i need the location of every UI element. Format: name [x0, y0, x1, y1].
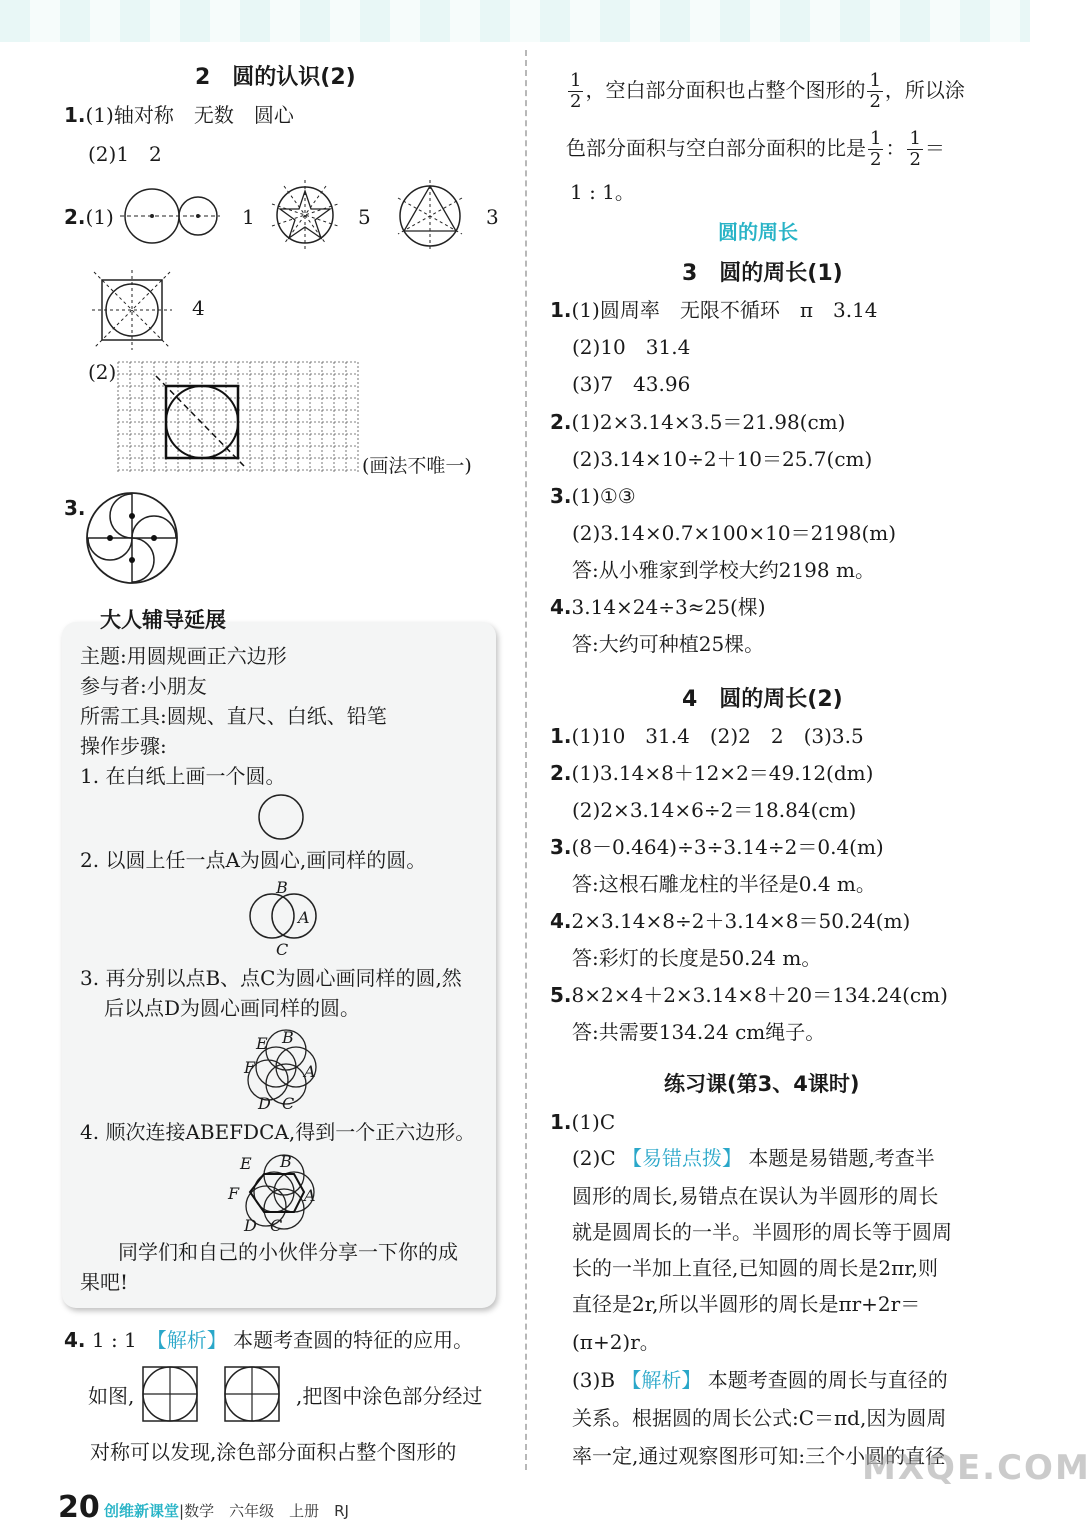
watermark: MXQE.COM	[862, 1448, 1091, 1488]
p2-line-3: 就是圆周长的一半。半圆形的周长等于圆周	[572, 1220, 952, 1244]
step4-label-c: C	[270, 1216, 283, 1235]
step4-label-a: A	[304, 1186, 316, 1205]
p2-line-1: (2)C 【易错点拨】 本题是易错题,考查半	[572, 1146, 935, 1170]
s3-row: (2)10 31.4	[572, 335, 691, 359]
extension-title: 大人辅导延展	[100, 608, 226, 632]
q2-note: (画法不唯一)	[362, 455, 472, 477]
s4-row: 4.2×3.14×8÷2＋3.14×8＝50.24(m)	[550, 909, 911, 933]
ext-steps-heading: 操作步骤:	[80, 734, 167, 758]
q4-line-1: 4. 1 : 1 【解析】 本题考查圆的特征的应用。	[64, 1328, 474, 1352]
frac-half-4: $\frac{1}{2}$	[909, 128, 921, 170]
page-number: 20	[58, 1490, 100, 1525]
star-circle-figure	[270, 180, 340, 250]
s4-row: 答:这根石雕龙柱的半径是0.4 m。	[572, 872, 876, 896]
step2-label-a: A	[298, 908, 310, 927]
s3-row: 2.(1)2×3.14×3.5＝21.98(cm)	[550, 410, 846, 434]
frac-half-2: $\frac{1}{2}$	[869, 70, 881, 112]
q4-square-figure-2	[222, 1364, 282, 1424]
ext-step-3a: 3. 再分别以点B、点C为圆心画同样的圆,然	[80, 966, 462, 990]
q1-line-b: (2)1 2	[88, 142, 162, 166]
s3-row: 1.(1)圆周率 无限不循环 π 3.14	[550, 298, 878, 322]
s4-row: 3.(8－0.464)÷3÷3.14÷2＝0.4(m)	[550, 835, 884, 859]
step2-label-c: C	[276, 940, 289, 959]
q2-part2-label: (2)	[88, 360, 117, 384]
q2-answer-4: 4	[192, 296, 205, 320]
p2-line-4: 长的一半加上直径,已知圆的周长是2πr,则	[572, 1256, 938, 1280]
step1-circle	[256, 794, 306, 840]
s3-row: 3.(1)①③	[550, 484, 636, 508]
footer-text: 创维新课堂|数学 六年级 上册 RJ	[104, 1502, 349, 1520]
triangle-circle-figure	[394, 180, 466, 252]
s3-row: (2)3.14×0.7×100×10＝2198(m)	[572, 521, 897, 545]
p1-line: 1.(1)C	[550, 1110, 616, 1134]
lesson-title-practice: 练习课(第3、4课时)	[664, 1072, 860, 1096]
step3-label-f: F	[244, 1058, 256, 1077]
s4-row: 答:彩灯的长度是50.24 m。	[572, 946, 822, 970]
ext-closing-a: 同学们和自己的小伙伴分享一下你的成	[118, 1240, 458, 1264]
s4-row: 5.8×2×4＋2×3.14×8＋20＝134.24(cm)	[550, 983, 948, 1007]
p2-line-2: 圆形的周长,易错点在误认为半圆形的周长	[572, 1184, 939, 1208]
column-divider	[525, 50, 527, 1470]
p2-line-5: 直径是2r,所以半圆形的周长是πr+2r＝	[572, 1292, 921, 1316]
ext-step-3b: 后以点D为圆心画同样的圆。	[104, 996, 361, 1020]
s4-row: (2)2×3.14×6÷2＝18.84(cm)	[572, 798, 857, 822]
p2-line-6: (π+2)r。	[572, 1330, 660, 1354]
r-cont-line-1: $\frac{1}{2}$ ，空白部分面积也占整个图形的 $\frac{1}{2}$ ，所以涂	[570, 70, 965, 112]
frac-half-1: $\frac{1}{2}$	[570, 70, 582, 112]
frac-half-3: $\frac{1}{2}$	[870, 128, 882, 170]
s3-row: 答:从小雅家到学校大约2198 m。	[572, 558, 875, 582]
square-circle-figure	[92, 270, 172, 350]
q4-square-figure-1	[140, 1364, 200, 1424]
ext-step-1: 1. 在白纸上画一个圆。	[80, 764, 286, 788]
step4-label-d: D	[244, 1216, 257, 1235]
q4-line-2b: ,把图中涂色部分经过	[296, 1384, 483, 1408]
step3-label-e: E	[256, 1034, 268, 1053]
q2-answer-3: 3	[486, 205, 499, 229]
q2-answer-5: 5	[358, 205, 371, 229]
lesson-title-2: 2 圆的认识(2)	[195, 65, 356, 90]
step3-label-c: C	[282, 1094, 295, 1113]
q3-label: 3.	[64, 496, 86, 520]
grid-circle-figure	[118, 362, 363, 474]
step4-label-b: B	[280, 1152, 292, 1171]
ext-topic: 主题:用圆规画正六边形	[80, 644, 287, 668]
r-cont-line-3: 1 : 1。	[570, 180, 635, 204]
step4-label-f: F	[228, 1184, 240, 1203]
step4-label-e: E	[240, 1154, 252, 1173]
s4-row: 2.(1)3.14×8＋12×2＝49.12(dm)	[550, 761, 874, 785]
q4-line-2a: 如图,	[88, 1384, 135, 1408]
ext-closing-b: 果吧!	[80, 1270, 129, 1294]
s3-row: (3)7 43.96	[572, 372, 691, 396]
q1-line-a: 1.(1)轴对称 无数 圆心	[64, 103, 294, 127]
s3-row: 答:大约可种植25棵。	[572, 632, 765, 656]
r-cont-line-2: 色部分面积与空白部分面积的比是 $\frac{1}{2}$ ： $\frac{1}{2}$ ＝	[566, 128, 945, 170]
ext-tools: 所需工具:圆规、直尺、白纸、铅笔	[80, 704, 387, 728]
q4-line-3: 对称可以发现,涂色部分面积占整个图形的	[90, 1440, 457, 1464]
lesson-title-3: 3 圆的周长(1)	[682, 261, 843, 286]
q2-answer-1: 1	[242, 205, 255, 229]
s4-row: 答:共需要134.24 cm绳子。	[572, 1020, 826, 1044]
s3-row: (2)3.14×10÷2＋10＝25.7(cm)	[572, 447, 873, 471]
step2-label-b: B	[276, 878, 288, 897]
two-circles-figure	[120, 186, 220, 246]
s3-row: 4.3.14×24÷3≈25(棵)	[550, 595, 766, 619]
lesson-title-4: 4 圆的周长(2)	[682, 687, 843, 712]
q2-label: 2.(1)	[64, 205, 114, 229]
pinwheel-circle-figure	[84, 490, 180, 586]
step3-label-b: B	[282, 1028, 294, 1047]
p3-line-2: 关系。根据圆的周长公式:C＝πd,因为圆周	[572, 1406, 947, 1430]
ext-step-2: 2. 以圆上任一点A为圆心,画同样的圆。	[80, 848, 427, 872]
ext-participants: 参与者:小朋友	[80, 674, 207, 698]
p3-line-3: 率一定,通过观察图形可知:三个小圆的直径	[572, 1444, 946, 1468]
p3-line-1: (3)B 【解析】 本题考查圆的周长与直径的	[572, 1368, 948, 1392]
s4-row: 1.(1)10 31.4 (2)2 2 (3)3.5	[550, 724, 864, 748]
step3-label-d: D	[258, 1094, 271, 1113]
top-wave-band	[0, 0, 1030, 42]
ext-step-4: 4. 顺次连接ABEFDCA,得到一个正六边形。	[80, 1120, 476, 1144]
section-heading-circumference: 圆的周长	[718, 220, 798, 244]
step3-label-a: A	[304, 1062, 316, 1081]
